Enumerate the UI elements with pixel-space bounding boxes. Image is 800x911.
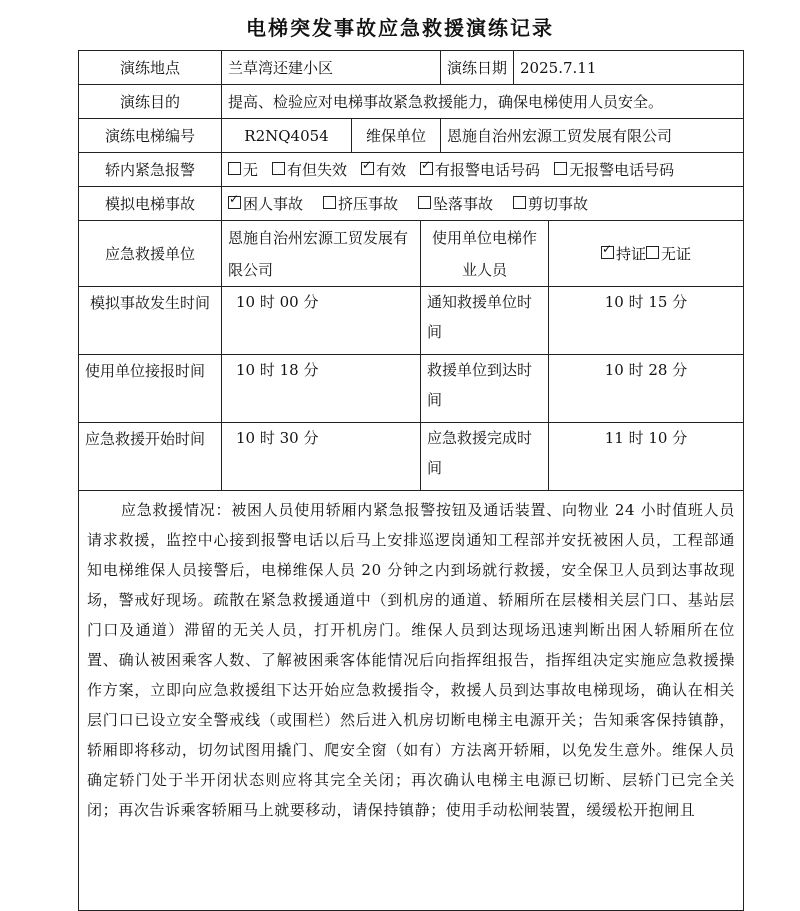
alarm-options xyxy=(222,153,744,187)
sim-option-trapped: ✓ 困人事故 xyxy=(228,195,303,213)
time-label-occur: 模拟事故发生时间 xyxy=(79,287,222,355)
alarm-option-phone: ✓ 有报警电话号码 xyxy=(420,161,540,179)
checkbox-icon xyxy=(323,196,336,209)
operator-label: 使用单位电梯作业人员 xyxy=(421,221,549,287)
row-rescue-unit xyxy=(79,221,744,287)
row-alarm xyxy=(79,153,744,187)
time-label-start: 应急救援开始时间 xyxy=(79,423,222,491)
sim-option-crush: 挤压事故 xyxy=(323,195,398,213)
date-value: 2025.7.11 xyxy=(514,51,744,85)
checkbox-icon xyxy=(646,246,659,259)
time-label-complete: 应急救援完成时间 xyxy=(421,423,549,491)
checkbox-icon xyxy=(272,162,285,175)
cert-option-certified: ✓持证 xyxy=(601,245,646,263)
rescue-unit-label: 应急救援单位 xyxy=(79,221,222,287)
time-value-occur: 10 时 00 分 xyxy=(222,287,421,355)
time-value-start: 10 时 30 分 xyxy=(222,423,421,491)
checkbox-checked-icon xyxy=(361,162,374,175)
row-purpose xyxy=(79,85,744,119)
checkbox-checked-icon xyxy=(420,162,433,175)
alarm-option-no-phone: 无报警电话号码 xyxy=(554,161,674,179)
location-label: 演练地点 xyxy=(79,51,222,85)
time-value-arrive: 10 时 28 分 xyxy=(549,355,744,423)
sim-option-fall: 坠落事故 xyxy=(418,195,493,213)
sim-option-shear: 剪切事故 xyxy=(513,195,588,213)
row-time-3 xyxy=(79,423,744,491)
time-label-arrive: 救援单位到达时间 xyxy=(421,355,549,423)
time-label-receive: 使用单位接报时间 xyxy=(79,355,222,423)
rescue-unit-value: 恩施自治州宏源工贸发展有限公司 xyxy=(222,221,421,287)
checkbox-checked-icon xyxy=(228,196,241,209)
checkbox-icon xyxy=(418,196,431,209)
record-table xyxy=(78,50,744,911)
checkbox-icon xyxy=(513,196,526,209)
alarm-option-failed: 有但失效 xyxy=(272,161,347,179)
alarm-option-valid: ✓ 有效 xyxy=(361,161,406,179)
location-value: 兰草湾还建小区 xyxy=(222,51,441,85)
time-label-notify: 通知救援单位时间 xyxy=(421,287,549,355)
row-simulated xyxy=(79,187,744,221)
simulated-options xyxy=(222,187,744,221)
time-value-receive: 10 时 18 分 xyxy=(222,355,421,423)
purpose-label: 演练目的 xyxy=(79,85,222,119)
alarm-label: 轿内紧急报警 xyxy=(79,153,222,187)
purpose-value: 提高、检验应对电梯事故紧急救援能力，确保电梯使用人员安全。 xyxy=(222,85,744,119)
elevator-no-label: 演练电梯编号 xyxy=(79,119,222,153)
cert-options xyxy=(549,221,744,287)
date-label: 演练日期 xyxy=(441,51,514,85)
maintainer-value: 恩施自治州宏源工贸发展有限公司 xyxy=(441,119,744,153)
rescue-narrative: 应急救援情况：被困人员使用轿厢内紧急报警按钮及通话装置、向物业 24 小时值班人员请求救援，监控中心接到报警电话以后马上安排巡逻岗通知工程部并安抚被困人员，工程部通知电梯维保人员接警后，电梯维保人员 20 分钟之内到场就行救援，安全保卫人员到达事故现场，警戒好现场。疏散在紧急救援通道中（到机房的通道、轿厢所在层楼相关层门口、基站层门口及通道）滞留的无关人员，打开机房门。维保人员到达现场迅速判断出困人轿厢所在位置、确认被困乘客人数、了解被困乘客体能情况后向指挥组报告，指挥组决定实施应急救援操作方案，立即向应急救援组下达开始应急救援指令，救援人员到达事故电梯现场，确认在相关层门口已设立安全警戒线（或围栏）然后进入机房切断电梯主电源开关；告知乘客保持镇静，轿厢即将移动，切勿试图用撬门、爬安全窗（如有）方法离开轿厢，以免发生意外。维保人员确定轿门处于半开闭状态则应将其完全关闭；再次确认电梯主电源已切断、层轿门已完全关闭；再次告诉乘客轿厢马上就要移动，请保持镇静；使用手动松闸装置，缓缓松开抱闸且 xyxy=(79,491,744,911)
maintainer-label: 维保单位 xyxy=(352,119,441,153)
time-value-complete: 11 时 10 分 xyxy=(549,423,744,491)
row-location xyxy=(79,51,744,85)
row-elevator xyxy=(79,119,744,153)
row-time-1 xyxy=(79,287,744,355)
alarm-option-none: 无 xyxy=(228,161,258,179)
time-value-notify: 10 时 15 分 xyxy=(549,287,744,355)
checkbox-checked-icon xyxy=(601,246,614,259)
checkbox-icon xyxy=(554,162,567,175)
checkbox-icon xyxy=(228,162,241,175)
simulated-label: 模拟电梯事故 xyxy=(79,187,222,221)
row-time-2 xyxy=(79,355,744,423)
row-narrative xyxy=(79,491,744,911)
page-title: 电梯突发事故应急救援演练记录 xyxy=(246,16,554,40)
elevator-no-value: R2NQ4054 xyxy=(222,119,352,153)
cert-option-uncertified: 无证 xyxy=(646,245,691,263)
